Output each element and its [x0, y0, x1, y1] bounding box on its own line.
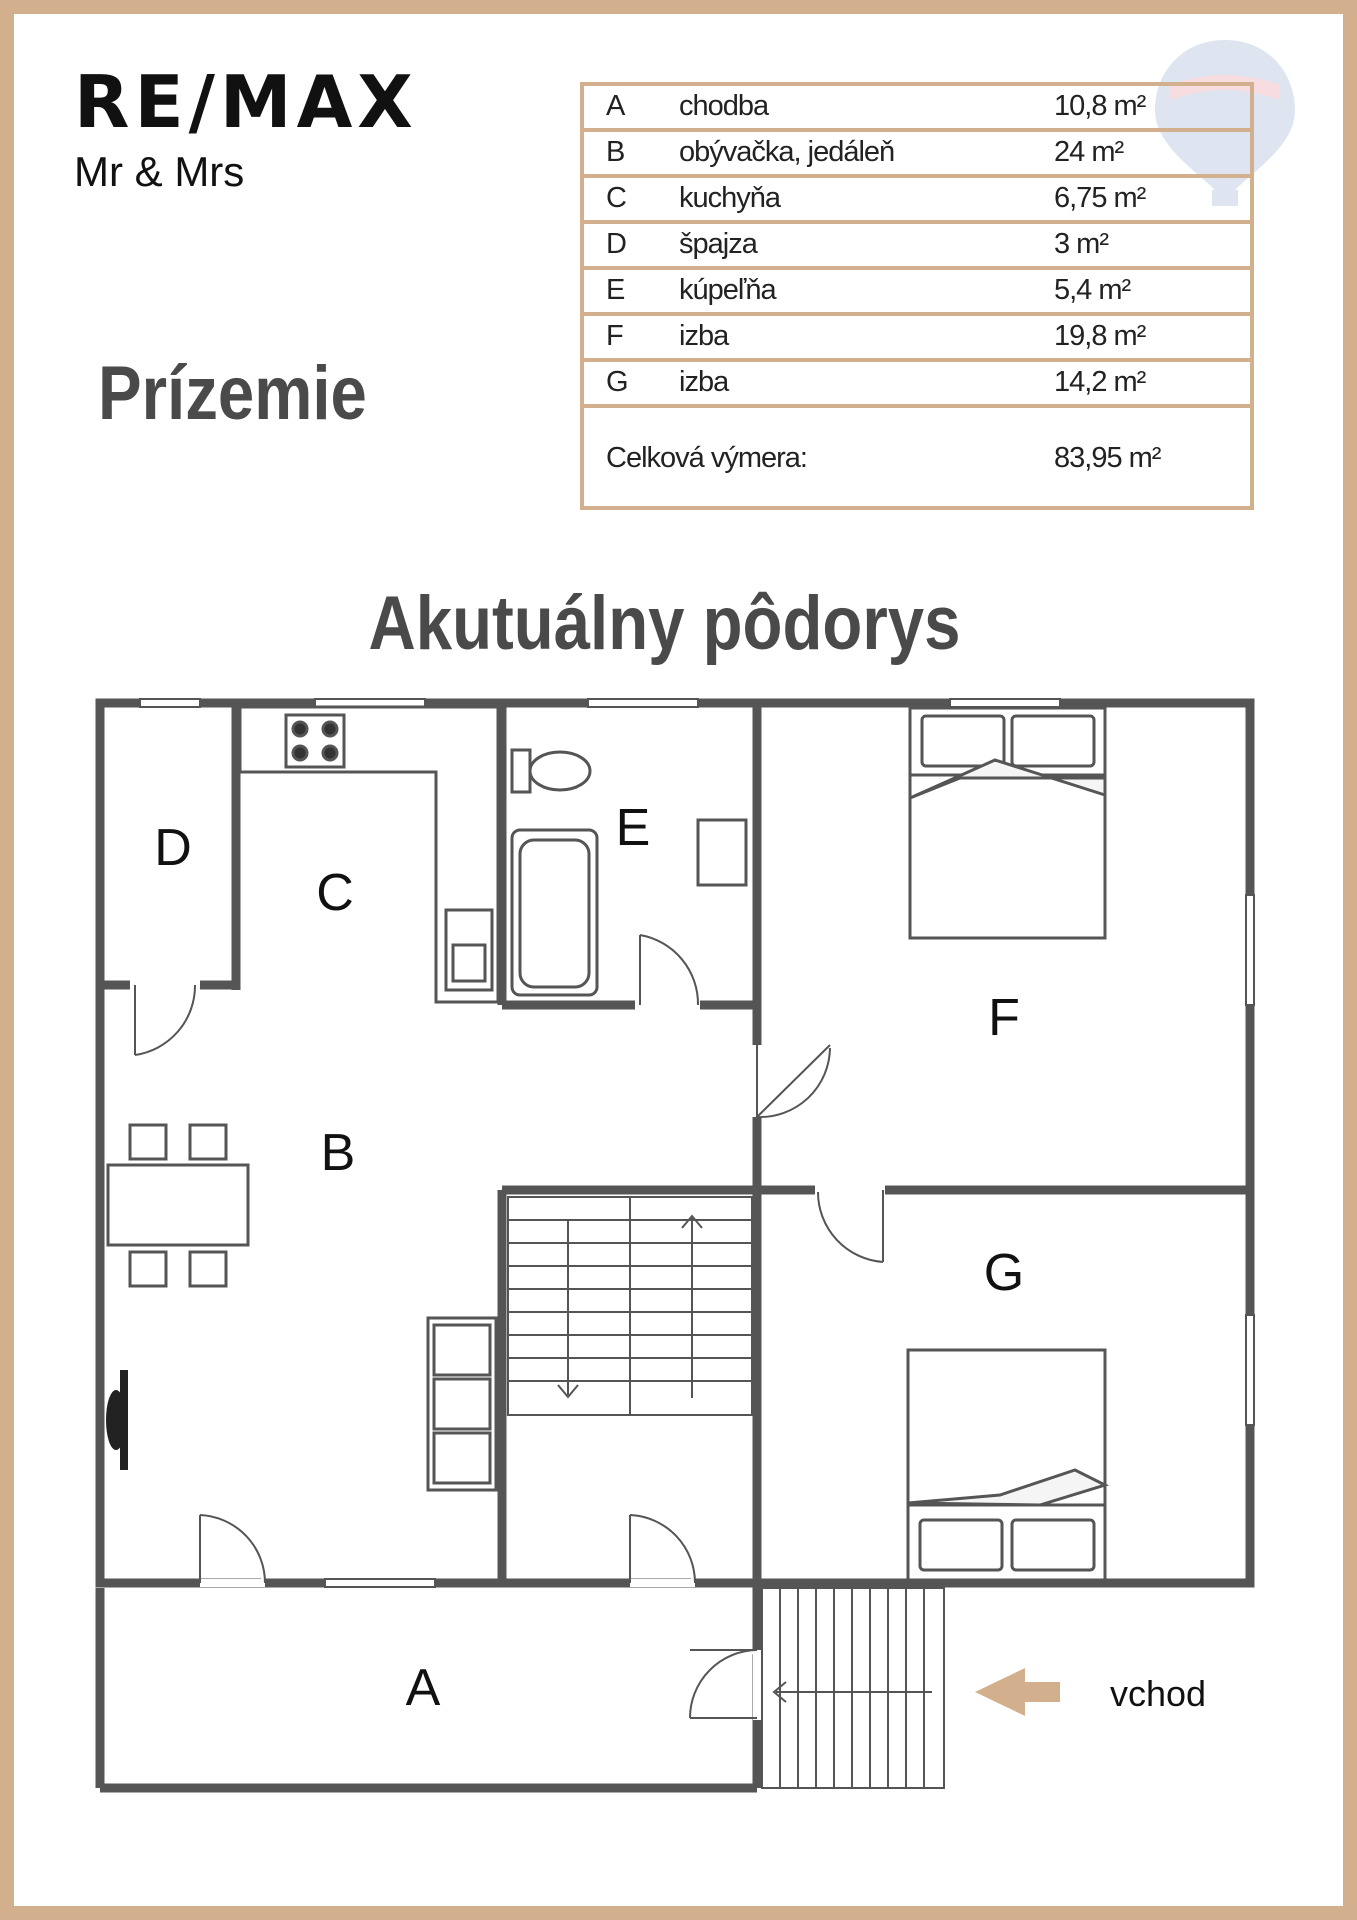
- room-label-f: F: [988, 989, 1020, 1047]
- bed-f-icon: [910, 708, 1105, 938]
- washbasin-icon: [698, 820, 746, 885]
- table-row: G izba 14,2 m²: [584, 362, 1250, 408]
- staircase-icon: [508, 1197, 752, 1415]
- entrance-label: vchod: [1110, 1673, 1207, 1714]
- dining-set: [108, 1125, 248, 1286]
- table-row: A chodba 10,8 m²: [584, 86, 1250, 132]
- sofa-icon: [428, 1318, 496, 1490]
- kitchen-counter: [240, 707, 498, 1002]
- table-row: D špajza 3 m²: [584, 224, 1250, 270]
- dining-table-icon: [108, 1165, 248, 1245]
- remax-logo: RE/MAX: [74, 60, 418, 144]
- room-label-b: B: [320, 1124, 356, 1182]
- table-row: F izba 19,8 m²: [584, 316, 1250, 362]
- total-area-value: 83,95 m²: [1054, 442, 1161, 474]
- plan-title: Akutuálny pôdorys: [368, 581, 961, 666]
- room-label-g: G: [983, 1244, 1025, 1302]
- room-label-d: D: [154, 819, 192, 877]
- toilet-icon: [512, 750, 530, 792]
- table-row: E kúpeľňa 5,4 m²: [584, 270, 1250, 316]
- room-label-c: C: [316, 864, 354, 922]
- room-label-e: E: [615, 799, 651, 857]
- floor-title: Prízemie: [98, 351, 367, 436]
- room-label-a: A: [405, 1659, 441, 1717]
- bed-g-icon: [908, 1350, 1105, 1580]
- entrance-steps-icon: [762, 1588, 944, 1788]
- table-row: B obývačka, jedáleň 24 m²: [584, 132, 1250, 178]
- entrance-arrow-icon: [975, 1668, 1060, 1716]
- bathroom-fixtures: [512, 750, 746, 995]
- table-row: C kuchyňa 6,75 m²: [584, 178, 1250, 224]
- total-area-label: Celková výmera:: [606, 442, 807, 474]
- tv-icon: [106, 1370, 128, 1470]
- office-name: Mr & Mrs: [74, 148, 245, 195]
